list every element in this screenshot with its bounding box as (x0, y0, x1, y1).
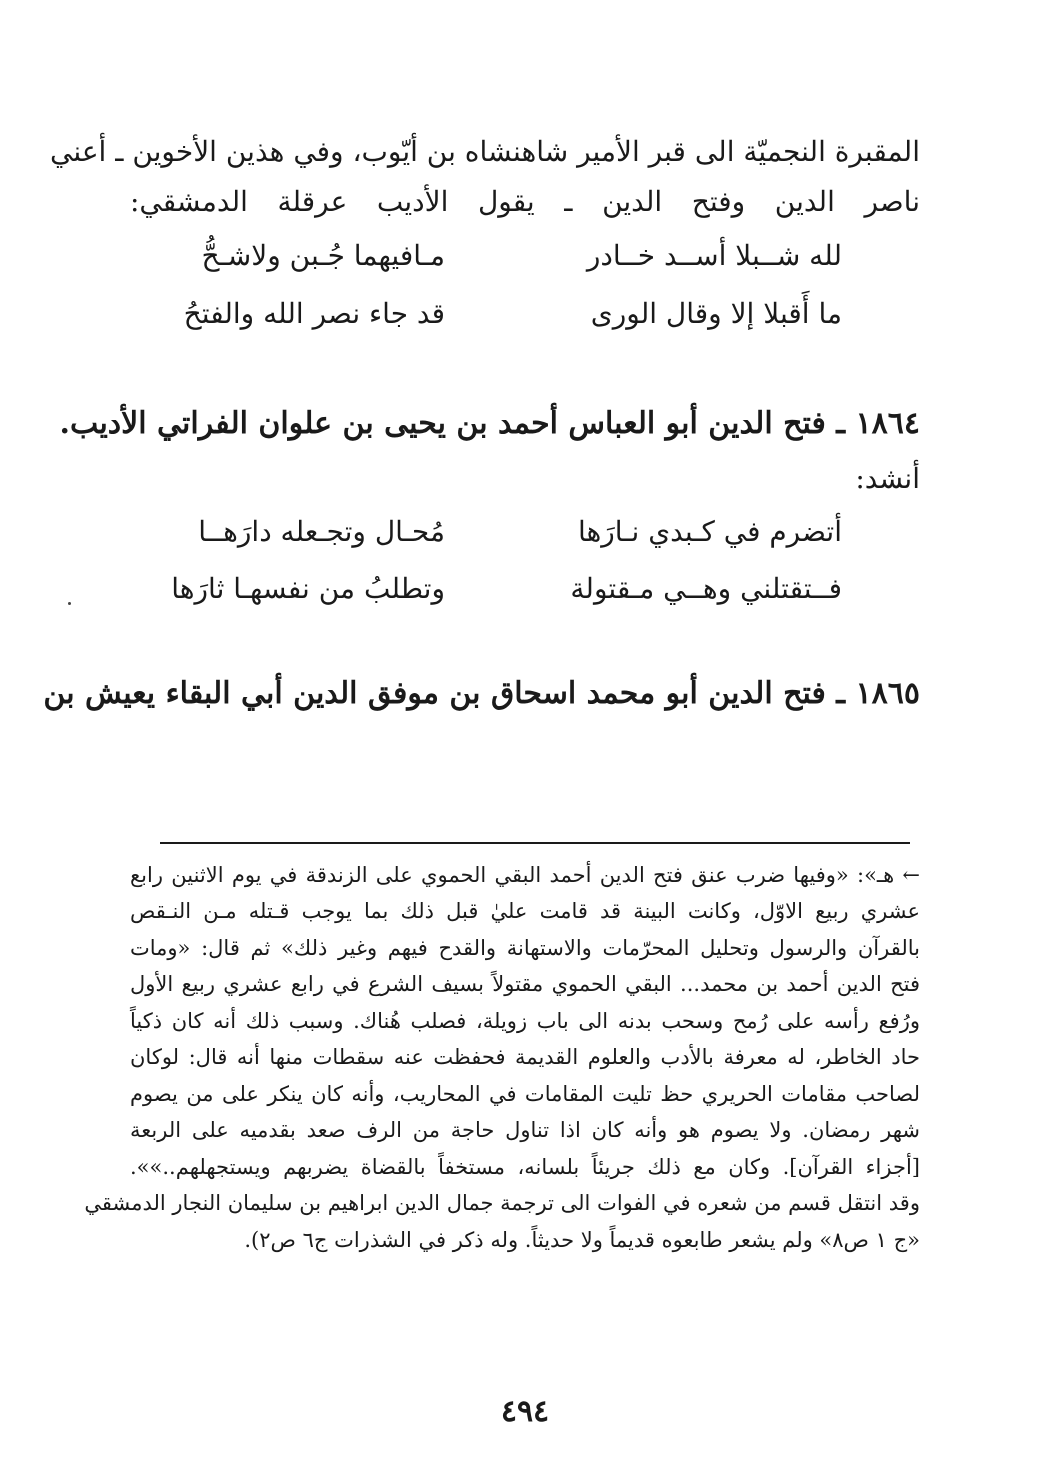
entry-intro: أنشد: (855, 462, 920, 495)
footnote-line: ورُفع رأسه على رُمح وسحب بدنه الى باب زويلة، فصلب هُناك. وسبب ذلك أنه كان ذكياً (130, 1009, 920, 1033)
footnote-line: فتح الدين أحمد بن محمد... البقي الحموي مقتولاً بسيف الشرع في رابع عشري ربيع الأول (130, 972, 920, 996)
paragraph-line: ناصر الدين وفتح الدين ـ يقول الأديب عرقلة الدمشقي: (130, 185, 920, 218)
verse-hemistich-left: مُحـال وتجـعله دارَهــا (198, 515, 445, 548)
footnote-line: ← هـ»: «وفيها ضرب عنق فتح الدين أحمد البقي الحموي على الزندقة في يوم الاثنين رابع (130, 863, 920, 887)
verse-hemistich-right: ما أَقبلا إلا وقال الورى (590, 297, 842, 330)
footnote-line: حاد الخاطر، له معرفة بالأدب والعلوم القديمة فحفظت عنه سقطات منها أنه قال: لوكان (130, 1045, 920, 1069)
verse-hemistich-right: أتضرم في كـبدي نـارَها (577, 515, 842, 548)
scan-speck (68, 602, 71, 605)
footnote-line: لصاحب مقامات الحريري حظ تليت المقامات في المحاريب، وأنه كان ينكر على من يصوم (130, 1082, 920, 1106)
footnote-separator (160, 842, 910, 844)
footnote-line: بالقرآن والرسول وتحليل المحرّمات والاستهانة والقدح فيهم وغير ذلك» ثم قال: «ومات (130, 936, 920, 960)
footnote-line: [أجزاء القرآن]. وكان مع ذلك جريئاً بلسانه، مستخفاً بالقضاة يضربهم ويستجهلهم..»». (130, 1155, 920, 1179)
verse-hemistich-right: فــتقتلني وهــي مـقتولة (570, 572, 842, 605)
paragraph-line: المقبرة النجميّة الى قبر الأمير شاهنشاه بن أيّوب، وفي هذين الأخوين ـ أعني (50, 135, 920, 168)
verse-hemistich-left: قد جاء نصر الله والفتحُ (183, 297, 445, 330)
verse-hemistich-right: لله شــبلا أســد خــادر (586, 239, 842, 272)
footnote-line: «ج ١ ص٨» ولم يشعر طابعوه قديماً ولا حديثاً. وله ذكر في الشذرات ج٦ ص٢). (244, 1228, 920, 1252)
footnote-line: وقد انتقل قسم من شعره في الفوات الى ترجمة جمال الدين ابراهيم بن سليمان النجار الدمشقي (84, 1191, 920, 1215)
entry-heading-1864: ١٨٦٤ ـ فتح الدين أبو العباس أحمد بن يحيى بن علوان الفراتي الأديب. (59, 406, 920, 441)
footnote-line: شهر رمضان. ولا يصوم هو وأنه كان اذا تناول حاجة من الرف صعد بقدميه على الربعة (130, 1118, 920, 1142)
page-number: ٤٩٤ (500, 1394, 550, 1429)
footnote-line: عشري ربيع الاوّل، وكانت البينة قد قامت عليٰ قبل ذلك بما يوجب قـتله مـن النـقص (130, 899, 920, 923)
entry-heading-1865: ١٨٦٥ ـ فتح الدين أبو محمد اسحاق بن موفق الدين أبي البقاء يعيش بن (43, 676, 920, 711)
verse-hemistich-left: مـافيهما جُـبن ولاشـحُّ (201, 239, 445, 272)
verse-hemistich-left: وتطلبُ من نفسهـا ثارَها (171, 572, 445, 605)
